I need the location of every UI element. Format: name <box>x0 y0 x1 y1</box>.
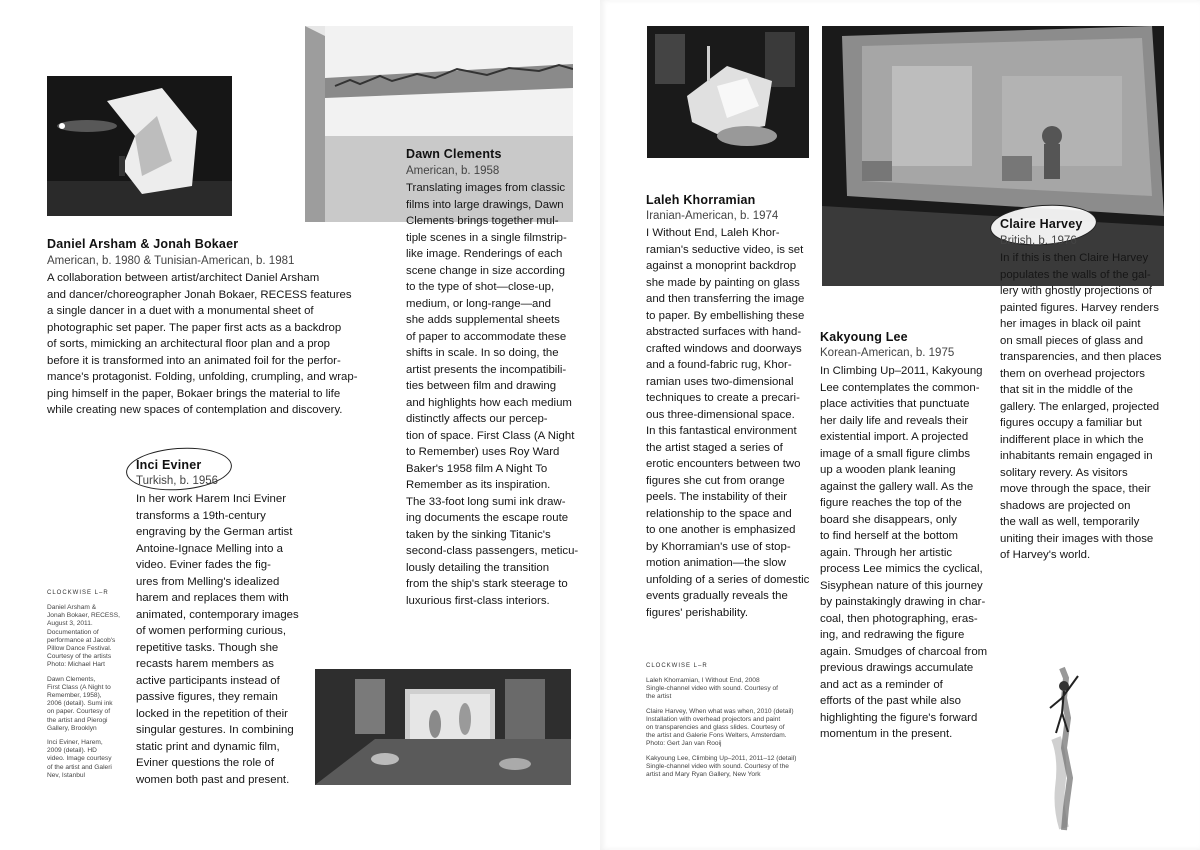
arsham-bokaer-name: Daniel Arsham & Jonah Bokaer <box>47 237 239 251</box>
left-captions <box>47 604 127 786</box>
khorramian-name: Laleh Khorramian <box>646 193 756 207</box>
khorramian-origin: Iranian-American, b. 1974 <box>646 210 779 222</box>
lee-description: In Climbing Up–2011, Kakyoung Lee contemplates the common- place activities that punctuate her daily life and reveals their existential import. A projected image of a small figure climbs up a wooden plank leaning against the gallery wall. As the figure reaches the top of the board she disappears, only to find herself at the bottom again. Through her artistic process Lee mimics the cyclical, Sisyphean nature of this journey by painstakingly drawing in char- coal, then photographing, eras- ing, and redrawing the figure again. Smudges of charcoal from previous drawings accumulate and act as a reminder of efforts of the past while also highlighting the figure's forward momentum in the present. <box>820 365 988 740</box>
caption-khorramian: Laleh Khorramian, I Without End, 2008 Single-channel video with sound. Courtesy of the artist <box>646 677 778 701</box>
harvey-name: Claire Harvey <box>1000 217 1083 231</box>
right-captions <box>646 677 816 785</box>
khorramian-photo <box>647 26 809 158</box>
left-captions-heading: CLOCKWISE L–R <box>47 590 109 596</box>
clements-name: Dawn Clements <box>406 147 502 161</box>
arsham-bokaer-photo <box>47 76 232 216</box>
eviner-harem-photo <box>315 669 571 785</box>
eviner-description: In her work Harem Inci Eviner transforms a 19th-century engraving by the German artist Antoine-Ignace Melling into a video. Eviner fades the fig- ures from Melling's idealized harem and replaces them with animated, contemporary images of women performing curious, repetitive tasks. Though she recasts harem members as active participants instead of passive figures, they remain locked in the repetition of their singular gestures. In combining static print and dynamic film, Eviner questions the role of women both past and present. <box>136 493 299 786</box>
right-page <box>600 0 1200 850</box>
harvey-installation-photo <box>822 26 1164 286</box>
harvey-description: In if this is then Claire Harvey populates the walls of the gal- lery with ghostly projections of painted figures. Harvey renders her images in black oil paint on small pieces of glass and transparencies, and then places them on overhead projectors that sit in the middle of the gallery. The enlarged, projected figures occupy a familiar but indifferent place in which the inhabitants remain engaged in solitary revery. As visitors move through the space, their shadows are projected on the wall as well, temporarily uniting their images with those of Harvey's world. <box>1000 252 1162 561</box>
arsham-bokaer-description: A collaboration between artist/architect Daniel Arsham and dancer/choreographer Jonah Bokaer, RECESS features a single dancer in a duet with a monumental sheet of photographic set paper. The paper first acts as a backdrop of sorts, mimicking an architectural floor plan and a prop before it is transformed into an animated foil for the perfor- mance's protagonist. Folding, unfolding, crumpling, and wrap- ping himself in the paper, Bokaer brings the material to life while creating new spaces of contemplation and discovery. <box>47 272 358 416</box>
khorramian-description: I Without End, Laleh Khor- ramian's seductive video, is set against a monoprint backdrop she made by painting on glass and then transferring the image to paper. By embellishing these abstracted surfaces with hand- crafted windows and doorways and a found-fabric rug, Khor- ramian uses two-dimensional techniques to create a precari- ous three-dimensional space. In this fantastical environment the artist staged a series of erotic encounters between two figures she cut from orange peels. The instability of their relationship to the space and to one another is emphasized by Khorramian's use of stop- motion animation—the slow unfolding of a series of domestic events gradually reveals the figures' perishability. <box>646 227 810 619</box>
lee-origin: Korean-American, b. 1975 <box>820 347 955 359</box>
arsham-bokaer-origin: American, b. 1980 & Tunisian-American, b. 1981 <box>47 255 295 267</box>
lee-name: Kakyoung Lee <box>820 330 908 344</box>
eviner-origin: Turkish, b. 1956 <box>136 475 219 487</box>
lee-charcoal-figure-photo <box>1034 658 1096 833</box>
caption-eviner: Inci Eviner, Harem, 2009 (detail). HD video. Image courtesy of the artist and Galeri Nev, Istanbul <box>47 739 112 779</box>
clements-description: Translating images from classic films into large drawings, Dawn Clements brings together mul- tiple scenes in a single filmstrip- like image. Renderings of each scene change in size according to the type of shot—close-up, medium, or long-range—and she adds supplemental sheets of paper to accommodate these shifts in scale. In so doing, the artist presents the incompatibili- ties between film and drawing and highlights how each medium distinctly affects our percep- tion of space. First Class (A Night to Remember) uses Roy Ward Baker's 1958 film A Night To Remember as its inspiration. The 33-foot long sumi ink draw- ing documents the escape route taken by the sinking Titanic's second-class passengers, meticu- lously detailing the transition from the ship's stark steerage to luxurious first-class interiors. <box>406 182 579 607</box>
caption-harvey: Claire Harvey, When what was when, 2010 (detail) Installation with overhead projectors and paint on transparencies and glass slides. Courtesy of the artist and Galerie Fons Welters, Amsterdam. Photo: Gert Jan van Rooij <box>646 707 794 748</box>
caption-arsham: Daniel Arsham & Jonah Bokaer, RECESS, August 3, 2011. Documentation of performance at Jacob's Pillow Dance Festival. Courtesy of the artists Photo: Michael Hart <box>47 604 120 669</box>
caption-lee: Kakyoung Lee, Climbing Up–2011, 2011–12 (detail) Single-channel video with sound. Courtesy of the artist and Mary Ryan Gallery, New York <box>646 754 797 779</box>
right-captions-heading: CLOCKWISE L–R <box>646 663 708 669</box>
eviner-name: Inci Eviner <box>136 458 202 472</box>
harvey-origin: British, b. 1976 <box>1000 235 1077 247</box>
caption-clements: Dawn Clements, First Class (A Night to Remember, 1958), 2006 (detail). Sumi ink on paper. Courtesy of the artist and Pierogi Gallery, Brooklyn <box>47 675 113 732</box>
clements-origin: American, b. 1958 <box>406 165 500 177</box>
